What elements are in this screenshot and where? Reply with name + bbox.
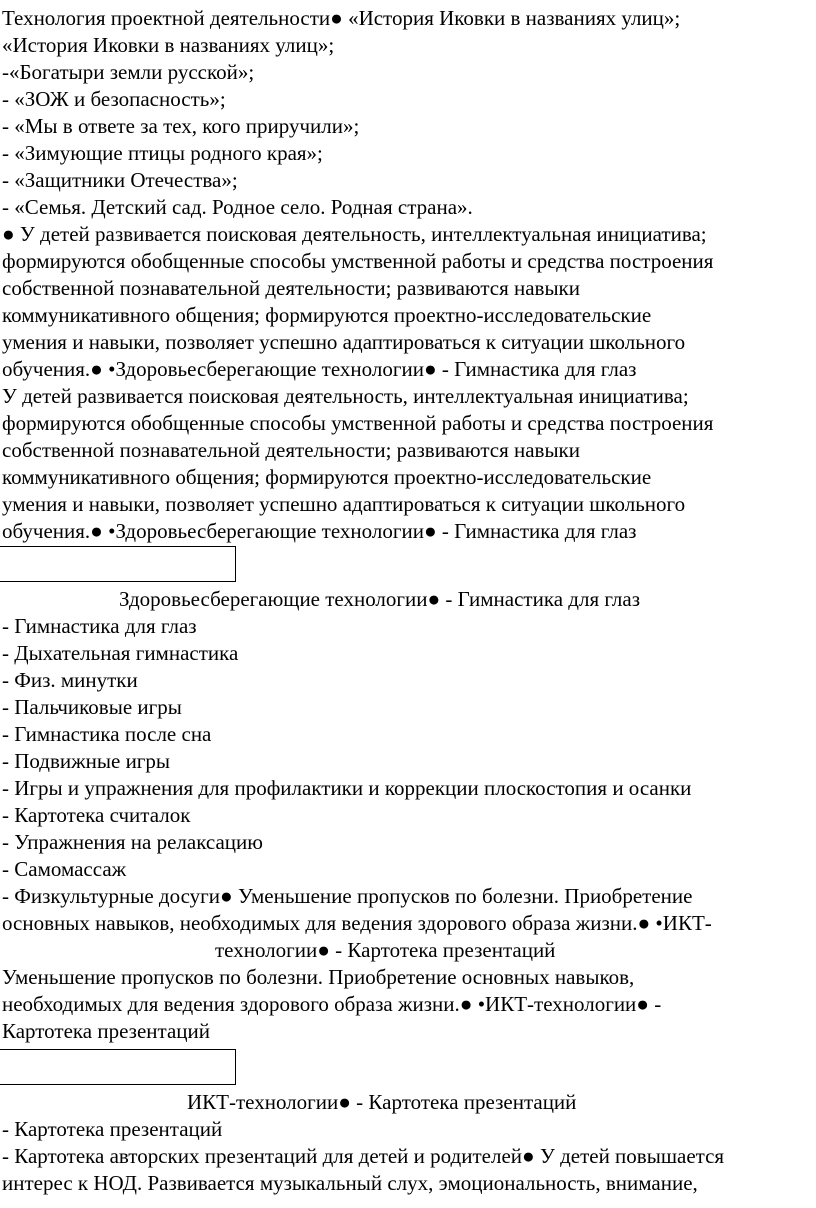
doc-line: обучения.● •Здоровьесберегающие технологии● - Гимнастика для глаз: [2, 357, 637, 381]
doc-line: коммуникативного общения; формируются проектно-исследовательские: [2, 303, 652, 327]
doc-line: - Пальчиковые игры: [2, 695, 182, 719]
doc-line: - Картотека авторских презентаций для детей и родителей● У детей повышается: [2, 1144, 725, 1168]
section-heading: ИКТ-технологии● - Картотека презентаций: [187, 1090, 577, 1114]
doc-line: умения и навыки, позволяет успешно адаптироваться к ситуации школьного: [2, 330, 686, 354]
doc-line-heading: Технология проектной деятельности● «История Иковки в названиях улиц»;: [2, 6, 681, 30]
doc-line: - Дыхательная гимнастика: [2, 641, 239, 665]
doc-line: - «Защитники Отечества»;: [2, 168, 238, 192]
section-heading: Здоровьесберегающие технологии● - Гимнастика для глаз: [119, 587, 641, 611]
doc-line: - «ЗОЖ и безопасность»;: [2, 87, 226, 111]
doc-line: собственной познавательной деятельности; развиваются навыки: [2, 276, 581, 300]
doc-line: ● У детей развивается поисковая деятельность, интеллектуальная инициатива;: [2, 222, 707, 246]
doc-line: необходимых для ведения здорового образа жизни.● •ИКТ-технологии● -: [2, 992, 662, 1016]
doc-line: собственной познавательной деятельности; развиваются навыки: [2, 438, 581, 462]
doc-line: - Гимнастика для глаз: [2, 614, 197, 638]
empty-frame: [0, 1049, 236, 1085]
doc-line: Картотека презентаций: [2, 1019, 210, 1043]
doc-line: Уменьшение пропусков по болезни. Приобретение основных навыков,: [2, 965, 635, 989]
doc-line: основных навыков, необходимых для ведения здорового образа жизни.● •ИКТ-: [2, 911, 712, 935]
doc-line: - «Зимующие птицы родного края»;: [2, 141, 323, 165]
doc-line: обучения.● •Здоровьесберегающие технологии● - Гимнастика для глаз: [2, 519, 637, 543]
doc-line: формируются обобщенные способы умственной работы и средства построения: [2, 411, 714, 435]
doc-line: «История Иковки в названиях улиц»;: [2, 33, 335, 57]
doc-line: - Подвижные игры: [2, 749, 171, 773]
doc-line: интерес к НОД. Развивается музыкальный слух, эмоциональность, внимание,: [2, 1171, 698, 1195]
doc-line: - «Семья. Детский сад. Родное село. Родная страна».: [2, 195, 473, 219]
doc-line: - Игры и упражнения для профилактики и коррекции плоскостопия и осанки: [2, 776, 692, 800]
doc-line: - Картотека презентаций: [2, 1117, 223, 1141]
doc-line: - «Мы в ответе за тех, кого приручили»;: [2, 114, 360, 138]
doc-line: - Гимнастика после сна: [2, 722, 212, 746]
doc-line: - Самомассаж: [2, 857, 127, 881]
doc-line: - Упражнения на релаксацию: [2, 830, 263, 854]
doc-line: -«Богатыри земли русской»;: [2, 60, 255, 84]
doc-line: формируются обобщенные способы умственной работы и средства построения: [2, 249, 714, 273]
doc-line: У детей развивается поисковая деятельность, интеллектуальная инициатива;: [2, 384, 689, 408]
doc-line: коммуникативного общения; формируются проектно-исследовательские: [2, 465, 652, 489]
doc-line: - Физкультурные досуги● Уменьшение пропусков по болезни. Приобретение: [2, 884, 693, 908]
doc-line: - Картотека считалок: [2, 803, 191, 827]
doc-line-centered: технологии● - Картотека презентаций: [215, 938, 556, 962]
doc-line: - Физ. минутки: [2, 668, 138, 692]
empty-frame: [0, 546, 236, 582]
doc-line: умения и навыки, позволяет успешно адаптироваться к ситуации школьного: [2, 492, 686, 516]
